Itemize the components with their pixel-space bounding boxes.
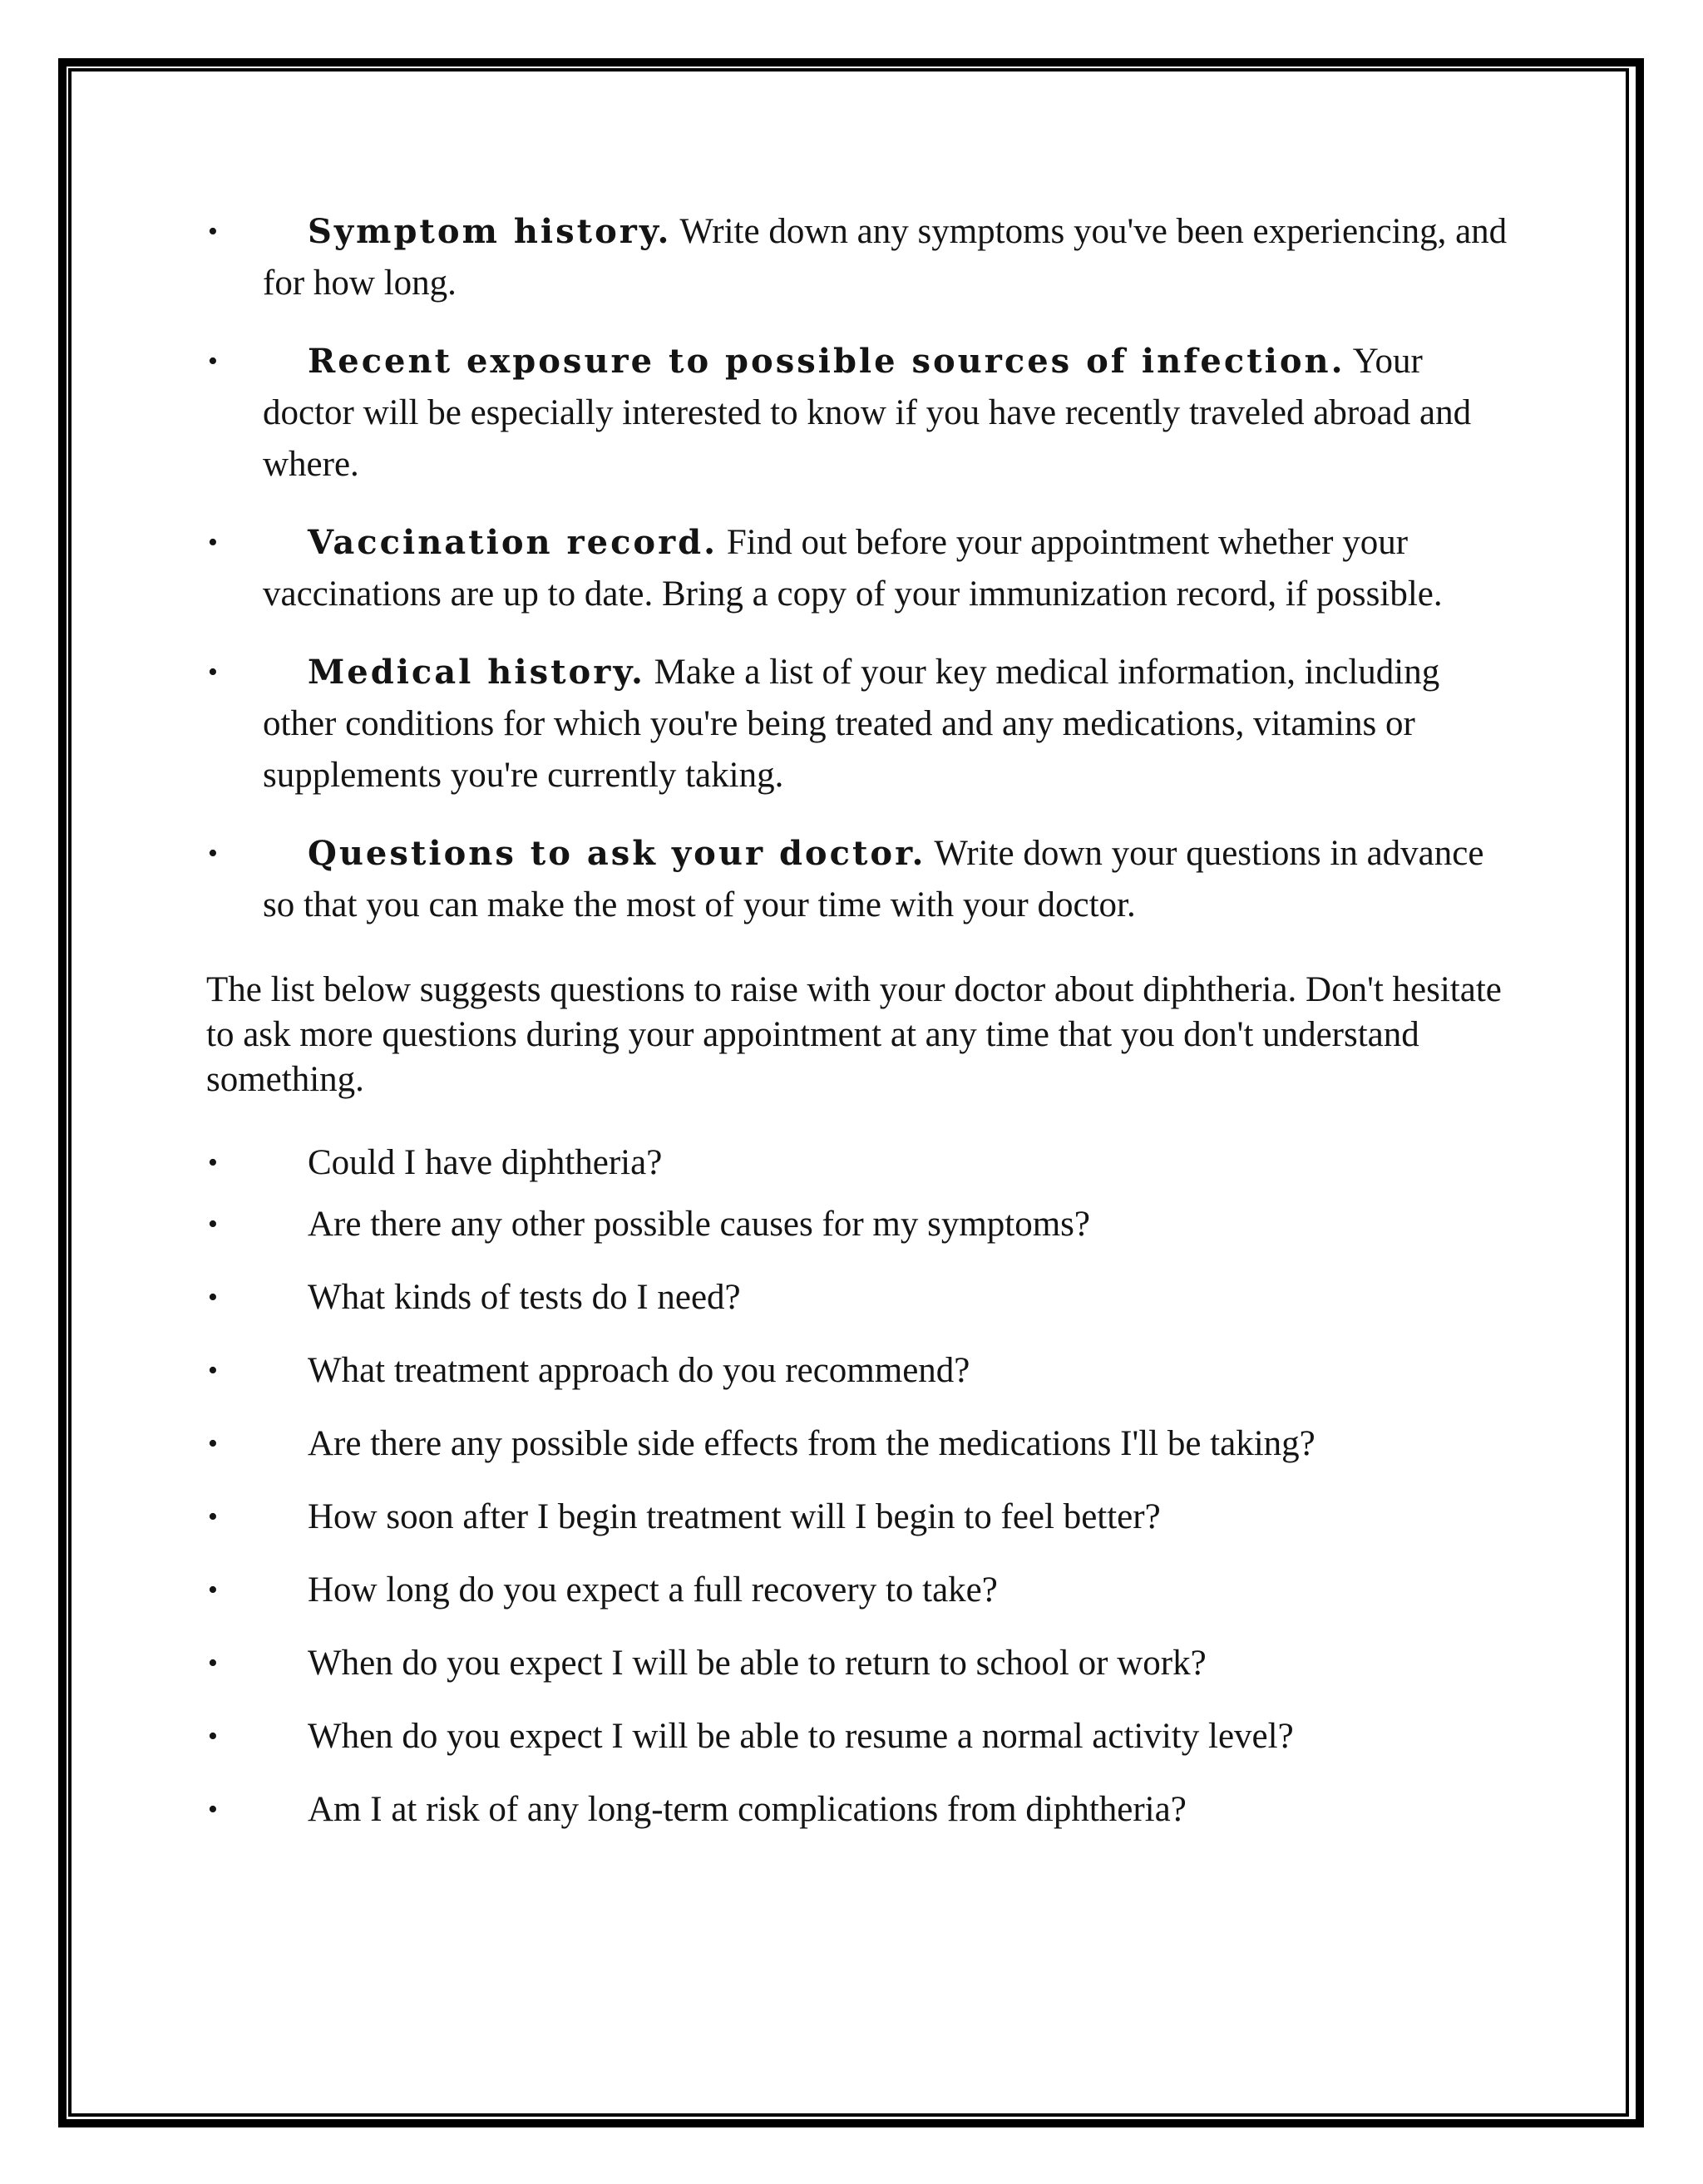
list-item <box>206 336 1512 491</box>
questions-list <box>206 1137 1512 1836</box>
bullet: • <box>208 657 218 688</box>
question-item <box>206 1345 1512 1397</box>
question-text: What treatment approach do you recommend? <box>308 1351 970 1390</box>
item-text: Find out before your appointment whether your vaccinations are up to date. Bring a copy of your immunization record, if possible. <box>263 523 1443 614</box>
question-text: When do you expect I will be able to resume a normal activity level? <box>308 1717 1294 1756</box>
item-heading: Recent exposure to possible sources of infection. <box>308 342 1345 381</box>
bullet: • <box>208 216 218 247</box>
bullet: • <box>208 527 218 558</box>
item-text: Your doctor will be especially interested to know if you have recently traveled abroad and where. <box>263 342 1472 484</box>
item-heading: Medical history. <box>308 653 645 692</box>
question-text: Are there any possible side effects from the medications I'll be taking? <box>308 1424 1316 1463</box>
item-text: Make a list of your key medical information, including other conditions for which you're being treated and any medications, vitamins or supplements you're currently taking. <box>263 653 1440 795</box>
question-item <box>206 1491 1512 1543</box>
question-text: Am I at risk of any long-term complications from diphtheria? <box>308 1790 1187 1829</box>
question-item <box>206 1784 1512 1836</box>
preparation-list <box>206 206 1512 931</box>
question-item <box>206 1272 1512 1324</box>
question-text: How soon after I begin treatment will I begin to feel better? <box>308 1497 1161 1536</box>
question-item <box>206 1418 1512 1470</box>
bullet: • <box>208 1147 218 1178</box>
bullet: • <box>208 1575 218 1605</box>
bullet: • <box>208 1721 218 1752</box>
question-text: Could I have diphtheria? <box>308 1143 663 1182</box>
bullet: • <box>208 1648 218 1679</box>
bullet: • <box>208 346 218 377</box>
intro-paragraph: The list below suggests questions to raise with your doctor about diphtheria. Don't hesitate to ask more questions during your appointment at any time that you don't understand something. <box>206 970 1502 1099</box>
item-heading: Questions to ask your doctor. <box>308 834 926 873</box>
item-heading: Symptom history. <box>308 212 672 251</box>
question-item <box>206 1137 1512 1189</box>
question-text: When do you expect I will be able to return to school or work? <box>308 1644 1207 1683</box>
item-text: Write down any symptoms you've been experiencing, and for how long. <box>263 212 1508 303</box>
item-heading: Vaccination record. <box>308 523 718 562</box>
question-item <box>206 1711 1512 1762</box>
question-item <box>206 1638 1512 1689</box>
question-item <box>206 1199 1512 1250</box>
question-item <box>206 1565 1512 1616</box>
bullet: • <box>208 838 218 869</box>
bullet: • <box>208 1209 218 1240</box>
bullet: • <box>208 1428 218 1459</box>
question-text: What kinds of tests do I need? <box>308 1278 741 1317</box>
list-item <box>206 517 1512 620</box>
bullet: • <box>208 1282 218 1313</box>
list-item <box>206 647 1512 801</box>
bullet: • <box>208 1355 218 1386</box>
question-text: Are there any other possible causes for my symptoms? <box>308 1205 1090 1244</box>
bullet: • <box>208 1501 218 1532</box>
document-body <box>206 206 1512 1857</box>
bullet: • <box>208 1794 218 1825</box>
question-text: How long do you expect a full recovery to take? <box>308 1570 998 1610</box>
list-item <box>206 828 1512 931</box>
item-text: Write down your questions in advance so that you can make the most of your time with your doctor. <box>263 834 1484 924</box>
list-item <box>206 206 1512 309</box>
